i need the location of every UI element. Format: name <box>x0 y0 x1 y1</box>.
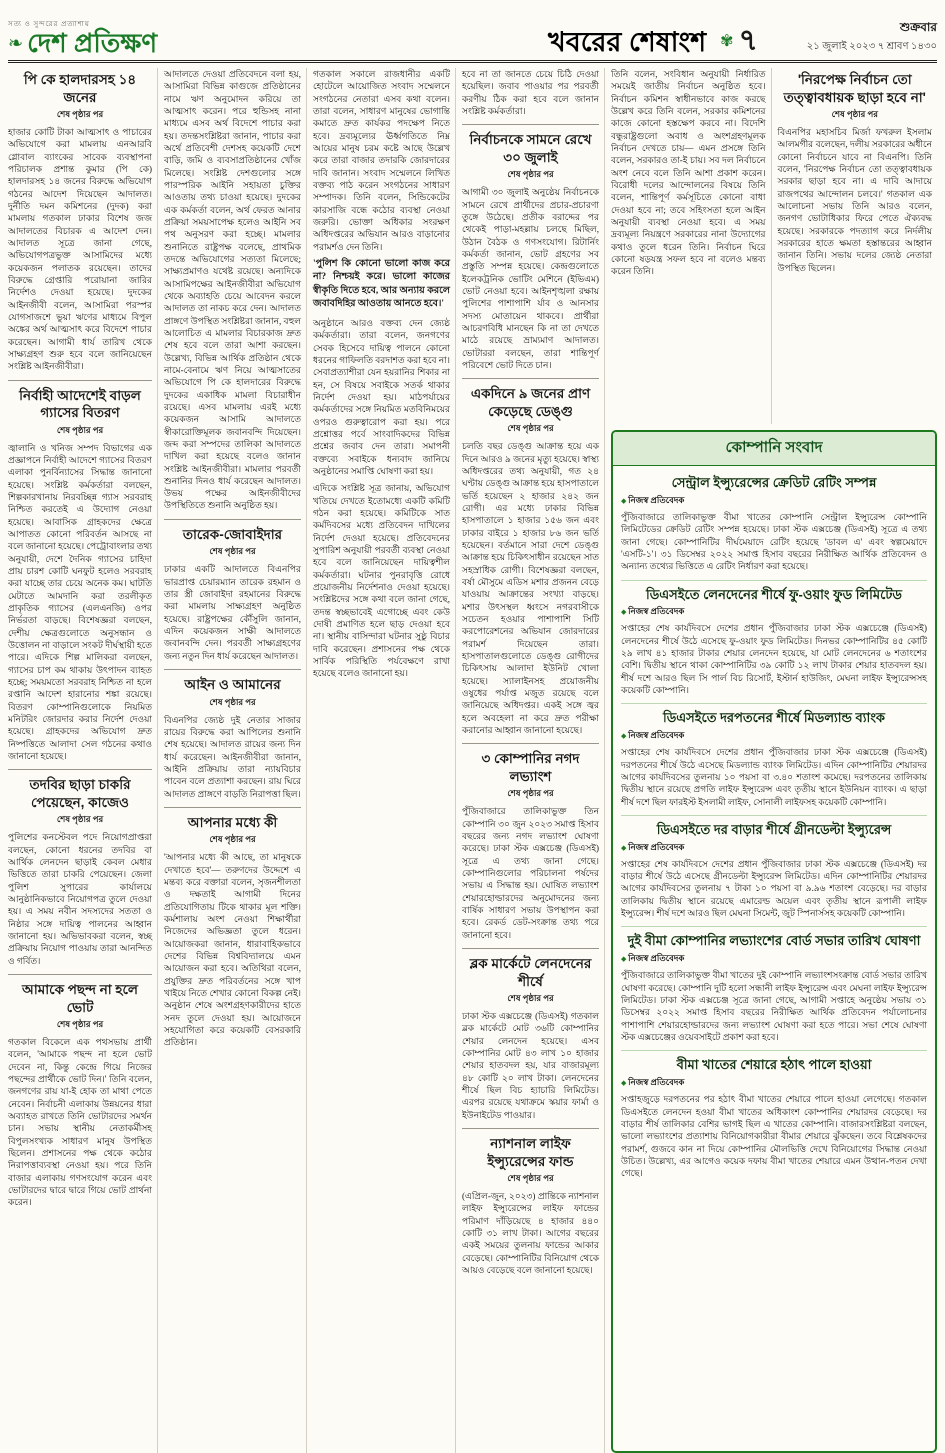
article-headline: একদিনে ৯ জনের প্রাণ কেড়েছে ডেঙ্গু <box>462 378 599 421</box>
day-label: শুক্রবার <box>899 20 937 34</box>
article-headline: ব্লক মার্কেটে লেনদেনের শীর্ষে <box>462 948 599 991</box>
article-headline: তারেক-জোবাইদার <box>164 519 301 545</box>
article-body: সপ্তাহের শেষ কার্যদিবসে দেশের প্রধান পুঁজিবাজার ঢাকা স্টক এক্সচেঞ্জে (ডিএসই) দর বাড়ার শীর্ষে উঠে এসেছে গ্রীনডেল্টা ইন্স্যুরেন্স লিমিটেড। এদিন কোম্পানিটির শেয়ারদর আগের কার্যদিবসের তুলনায় ৭ টাকা ১০ পয়সা বা ৯.৯৬ শতাংশ বেড়েছে। দর বাড়ার তালিকায় দ্বিতীয় স্থানে রয়েছে এমারেল্ড অয়েল এবং তৃতীয় স্থানে রূপালী লাইফ ইন্স্যুরেন্স। শীর্ষ দশে আরও ছিল মেঘনা সিমেন্ট, জুট স্পিনার্সসহ কয়েকটি কোম্পানি। <box>621 858 927 919</box>
article-headline: নির্বাচনকে সামনে রেখে ৩০ জুলাই <box>462 124 599 167</box>
ornament-icon: ✾ <box>720 33 734 50</box>
company-news-box <box>611 430 937 1453</box>
article-headline: তদবির ছাড়া চাকরি পেয়েছেন, কাজেও <box>8 769 152 812</box>
masthead-logo-icon: ❧ <box>8 33 24 53</box>
page-body <box>8 68 937 1453</box>
article-body: সপ্তাহজুড়ে দরপতনের পর হঠাৎ বীমা খাতের শেয়ারে পালে হাওয়া লেগেছে। গতকাল ডিএসইতে লেনদেন হওয়া বীমা খাতের অধিকাংশ কোম্পানির শেয়ারদর বেড়েছে। দর বাড়ার শীর্ষ তালিকার বেশির ভাগই ছিল এ খাতের কোম্পানি। বাজারসংশ্লিষ্টরা বলছেন, ভালো লভ্যাংশের প্রত্যাশায় বিনিয়োগকারীরা বীমার শেয়ারে ঝুঁকছেন। তবে বিশ্লেষকদের পরামর্শ, গুজবে কান না দিয়ে কোম্পানির মৌলভিত্তি দেখে বিনিয়োগের সিদ্ধান্ত নেওয়া উচিত। উল্লেখ্য, এর আগেও কয়েক দফায় বীমা খাতের শেয়ারে এমন উত্থান-পতন দেখা গেছে। <box>621 1094 927 1179</box>
continuation-note: শেষ পৃষ্ঠার পর <box>209 834 256 845</box>
reporter-byline: ◆ নিজস্ব প্রতিবেদক <box>621 605 927 619</box>
article-headline: ৩ কোম্পানির নগদ লভ্যাংশ <box>462 743 599 786</box>
right-section <box>604 68 937 1453</box>
article-body: হাজার কোটি টাকা আত্মসাৎ ও পাচারের অভিযোগে করা মামলায় এনআরবি গ্লোবাল ব্যাংকের সাবেক ব্যবস্থাপনা পরিচালক প্রশান্ত কুমার (পি কে) হালদারসহ ১৪ জনের বিরুদ্ধে অভিযোগ গঠনের আদেশ দিয়েছেন আদালত। দুর্নীতি দমন কমিশনের (দুদক) করা মামলায় গতকাল ঢাকার বিশেষ জজ আদালতের বিচারক এ আদেশ দেন। আদালত সূত্রে জানা গেছে, অভিযোগপত্রভুক্ত আসামিদের মধ্যে কয়েকজন পলাতক রয়েছেন। তাদের বিরুদ্ধে গ্রেপ্তারি পরোয়ানা জারির নির্দেশও দেওয়া হয়েছে। দুদকের আইনজীবী বলেন, আসামিরা পরস্পর যোগসাজশে ভুয়া ঋণের মাধ্যমে বিপুল অঙ্কের অর্থ আত্মসাৎ করে বিদেশে পাচার করেছেন। আগামী ধার্য তারিখ থেকে সাক্ষ্যগ্রহণ শুরু হবে বলে জানিয়েছেন সংশ্লিষ্ট আইনজীবীরা। <box>8 127 152 372</box>
continuation-note: শেষ পৃষ্ঠার পর <box>507 423 554 434</box>
news-column-2 <box>157 68 306 1453</box>
box-article-headline: বীমা খাতের শেয়ারে হঠাৎ পালে হাওয়া <box>621 1050 927 1075</box>
article-body: গতকাল বিকেলে এক পথসভায় প্রার্থী বলেন, 'আমাকে পছন্দ না হলে ভোট দেবেন না, কিন্তু কেন্দ্রে গিয়ে নিজের পছন্দের প্রার্থীকে ভোট দিন।' তিনি বলেন, জনগণের রায় যা-ই হোক তা মাথা পেতে নেবেন। নির্বাচনী এলাকায় উন্নয়নের ধারা অব্যাহত রাখতে তিনি ভোটারদের সমর্থন চান। সভায় স্থানীয় নেতাকর্মীসহ বিপুলসংখ্যক সাধারণ মানুষ উপস্থিত ছিলেন। প্রশাসনের পক্ষ থেকে কঠোর নিরাপত্তাব্যবস্থা নেওয়া হয়। পরে তিনি বাজার এলাকায় গণসংযোগ করেন এবং ভোটারদের দ্বারে দ্বারে গিয়ে ভোট প্রার্থনা করেন। <box>8 1037 152 1208</box>
article-body: আগামী ৩০ জুলাই অনুষ্ঠেয় নির্বাচনকে সামনে রেখে প্রার্থীদের প্রচার-প্রচারণা তুঙ্গে উঠেছে। প্রতীক বরাদ্দের পর থেকেই পাড়া-মহল্লায় চলছে মিছিল, উঠান বৈঠক ও গণসংযোগ। রিটার্নিং কর্মকর্তা জানান, ভোট গ্রহণের সব প্রস্তুতি সম্পন্ন হয়েছে। কেন্দ্রগুলোতে ইলেকট্রনিক ভোটিং মেশিনে (ইভিএম) ভোট নেওয়া হবে। আইনশৃঙ্খলা রক্ষায় পুলিশের পাশাপাশি র্যাব ও আনসার সদস্য মোতায়েন থাকবে। প্রার্থীরা আচরণবিধি মানছেন কি না তা দেখতে মাঠে রয়েছে ভ্রাম্যমাণ আদালত। ভোটাররা বলছেন, তারা শান্তিপূর্ণ পরিবেশে ভোট দিতে চান। <box>462 187 599 370</box>
news-column-3 <box>306 68 455 1453</box>
continuation-note: শেষ পৃষ্ঠার পর <box>209 546 256 557</box>
masthead-tagline: সত্য ও সুন্দরের প্রত্যাশায় <box>8 20 90 28</box>
news-column-6 <box>771 68 938 424</box>
continuation-note: শেষ পৃষ্ঠার পর <box>507 1173 554 1184</box>
date-block <box>772 19 937 56</box>
box-article-headline: দুই বীমা কোম্পানির লভ্যাংশের বোর্ড সভার তারিখ ঘোষণা <box>621 926 927 951</box>
news-column-4 <box>455 68 604 1453</box>
article-body: হবে না তা জানতে চেয়ে চিঠি দেওয়া হয়েছিল। জবাব পাওয়ার পর পরবর্তী করণীয় ঠিক করা হবে বলে জানান সংশ্লিষ্ট কর্মকর্তারা। <box>462 69 599 116</box>
news-column-5 <box>611 68 771 424</box>
article-body: গতকাল সকালে রাজধানীর একটি হোটেলে আয়োজিত সংবাদ সম্মেলনে সংগঠনের নেতারা এসব কথা বলেন। তারা বলেন, সাধারণ মানুষের ভোগান্তি কমাতে দ্রুত কার্যকর পদক্ষেপ নিতে হবে। দ্রব্যমূল্যের ঊর্ধ্বগতিতে নিম্ন আয়ের মানুষ চরম কষ্টে আছে উল্লেখ করে তারা বাজার তদারকি জোরদারের দাবি জানান। সংবাদ সম্মেলনে লিখিত বক্তব্য পাঠ করেন সংগঠনের সাধারণ সম্পাদক। তিনি বলেন, সিন্ডিকেটের কারসাজি বন্ধে কঠোর ব্যবস্থা নেওয়া জরুরি। ভোক্তা অধিকার সংরক্ষণ অধিদপ্তরের অভিযান আরও বাড়ানোর পরামর্শও দেন তিনি। <box>313 69 450 252</box>
continuation-note: শেষ পৃষ্ঠার পর <box>56 814 104 825</box>
section-title: খবরের শেষাংশ <box>548 27 707 57</box>
article-body: এদিকে সংশ্লিষ্ট সূত্র জানায়, অভিযোগ খতিয়ে দেখতে ইতোমধ্যে একটি কমিটি গঠন করা হয়েছে। কমিটিকে সাত কর্মদিবসের মধ্যে প্রতিবেদন দাখিলের নির্দেশ দেওয়া হয়েছে। প্রতিবেদনের সুপারিশ অনুযায়ী পরবর্তী ব্যবস্থা নেওয়া হবে বলে জানিয়েছেন দায়িত্বশীল কর্মকর্তারা। ঘটনার পুনরাবৃত্তি রোধে প্রয়োজনীয় নির্দেশনাও দেওয়া হয়েছে। সংশ্লিষ্টদের সঙ্গে কথা বলে জানা গেছে, তদন্ত স্বচ্ছভাবেই এগোচ্ছে এবং কেউ দোষী প্রমাণিত হলে ছাড় দেওয়া হবে না। স্থানীয় বাসিন্দারা ঘটনার সুষ্ঠু বিচার দাবি করেছেন। প্রশাসনের পক্ষ থেকে সার্বিক পরিস্থিতি পর্যবেক্ষণে রাখা হয়েছে বলেও জানানো হয়। <box>313 483 450 679</box>
continuation-note: শেষ পৃষ্ঠার পর <box>56 109 104 120</box>
news-column-1 <box>8 68 157 1453</box>
continuation-note: শেষ পৃষ্ঠার পর <box>507 169 554 180</box>
article-headline: পি কে হালদারসহ ১৪ জনের <box>23 72 137 105</box>
article-body: অনুষ্ঠানে আরও বক্তব্য দেন জ্যেষ্ঠ কর্মকর্তারা। তারা বলেন, জনগণের সেবক হিসেবে দায়িত্ব পালনে কোনো ধরনের গাফিলতি বরদাশত করা হবে না। সেবাপ্রত্যাশীরা যেন হয়রানির শিকার না হন, সে বিষয়ে সবাইকে সতর্ক থাকার নির্দেশ দেওয়া হয়। মাঠপর্যায়ের কর্মকর্তাদের সঙ্গে নিয়মিত মতবিনিময়ের ওপরও গুরুত্বারোপ করা হয়। পরে প্রশ্নোত্তর পর্বে সাংবাদিকদের বিভিন্ন প্রশ্নের জবাব দেন তারা। সমাপনী বক্তব্যে সবাইকে ধন্যবাদ জানিয়ে অনুষ্ঠানের সমাপ্তি ঘোষণা করা হয়। <box>313 318 450 477</box>
article-body: 'আপনার মধ্যে কী আছে, তা মানুষকে দেখাতে হবে'— তরুণদের উদ্দেশে এ মন্তব্য করে বক্তারা বলেন, সৃজনশীলতা ও দক্ষতাই আগামী দিনের প্রতিযোগিতায় টিকে থাকার মূল শক্তি। কর্মশালায় অংশ নেওয়া শিক্ষার্থীরা নিজেদের অভিজ্ঞতা তুলে ধরেন। আয়োজকরা জানান, ধারাবাহিকভাবে দেশের বিভিন্ন বিশ্ববিদ্যালয়ে এমন আয়োজন করা হবে। অতিথিরা বলেন, প্রযুক্তির দ্রুত পরিবর্তনের সঙ্গে খাপ খাইয়ে নিতে শেখার কোনো বিকল্প নেই। অনুষ্ঠান শেষে অংশগ্রহণকারীদের হাতে সনদ তুলে দেওয়া হয়। আয়োজনে সহযোগিতা করে কয়েকটি বেসরকারি প্রতিষ্ঠান। <box>164 852 301 1048</box>
page-header <box>8 4 937 63</box>
article-body: আদালতে দেওয়া প্রতিবেদনে বলা হয়, আসামিরা বিভিন্ন কাগুজে প্রতিষ্ঠানের নামে ঋণ অনুমোদন করিয়ে তা আত্মসাৎ করেন। পরে হুন্ডিসহ নানা মাধ্যমে এসব অর্থ বিদেশে পাচার করা হয়। তদন্তসংশ্লিষ্টরা জানান, পাচার করা অর্থে প্রতিবেশী দেশসহ কয়েকটি দেশে বাড়ি, জমি ও ব্যবসাপ্রতিষ্ঠানের খোঁজ মিলেছে। সংশ্লিষ্ট দেশগুলোর সঙ্গে পারস্পরিক আইনি সহায়তা চুক্তির আওতায় তথ্য চাওয়া হয়েছে। দুদকের এক কর্মকর্তা বলেন, অর্থ ফেরত আনার প্রক্রিয়া সময়সাপেক্ষ হলেও আইনি সব পথ অনুসরণ করা হচ্ছে। মামলার শুনানিতে রাষ্ট্রপক্ষ বলেছে, প্রাথমিক তদন্তে অভিযোগের সত্যতা মিলেছে; সাক্ষ্যপ্রমাণও যথেষ্ট রয়েছে। অন্যদিকে আসামিপক্ষের আইনজীবীরা অভিযোগ থেকে অব্যাহতি চেয়ে আবেদন করলে আদালত তা নাকচ করে দেন। আদালত প্রাঙ্গণে উপস্থিত সংশ্লিষ্টরা জানান, বহুল আলোচিত এ মামলার বিচারকাজ দ্রুত শেষ হবে বলে তারা আশা করছেন। উল্লেখ্য, বিভিন্ন আর্থিক প্রতিষ্ঠান থেকে নামে-বেনামে ঋণ নিয়ে আত্মসাতের অভিযোগে পি কে হালদারের বিরুদ্ধে দুদকের একাধিক মামলা বিচারাধীন রয়েছে। এসব মামলায় এরই মধ্যে কয়েকজন আসামি আদালতে স্বীকারোক্তিমূলক জবানবন্দি দিয়েছেন। জব্দ করা সম্পদের তালিকা আদালতে দাখিল করা হয়েছে বলেও জানান সংশ্লিষ্ট আইনজীবীরা। মামলার পরবর্তী শুনানির দিনও ধার্য করেছেন আদালত। উভয় পক্ষের আইনজীবীদের উপস্থিতিতে শুনানি অনুষ্ঠিত হয়। <box>164 69 301 511</box>
continuation-note: শেষ পৃষ্ঠার পর <box>507 788 554 799</box>
article-body: পুঁজিবাজারে তালিকাভুক্ত তিন কোম্পানি ৩০ জুন ২০২৩ সমাপ্ত হিসাব বছরের জন্য নগদ লভ্যাংশ ঘোষণা করেছে। ঢাকা স্টক এক্সচেঞ্জ (ডিএসই) সূত্রে এ তথ্য জানা গেছে। কোম্পানিগুলোর পরিচালনা পর্ষদের সভায় এ সিদ্ধান্ত হয়। ঘোষিত লভ্যাংশ শেয়ারহোল্ডারদের অনুমোদনের জন্য বার্ষিক সাধারণ সভায় উপস্থাপন করা হবে। রেকর্ড ডেট-সংক্রান্ত তথ্য পরে জানানো হবে। <box>462 806 599 940</box>
article-headline: আমাকে পছন্দ না হলে ভোট <box>8 974 152 1017</box>
article-headline: 'নিরপেক্ষ নির্বাচন তো তত্ত্বাবধায়ক ছাড়া হবে না' <box>783 72 926 105</box>
company-news-articles <box>621 472 927 1180</box>
date-line: ২১ জুলাই ২০২৩ ৭ শ্রাবণ ১৪৩০ <box>806 41 937 52</box>
article-body: বিএনপির জ্যেষ্ঠ দুই নেতার সাজার রায়ের বিরুদ্ধে করা আপিলের শুনানি শেষ হয়েছে। আদালত রায়ের জন্য দিন ধার্য করেছেন। আইনজীবীরা জানান, আইনি প্রক্রিয়ায় তারা ন্যায়বিচার পাবেন বলে প্রত্যাশা করছেন। রায় ঘিরে আদালত প্রাঙ্গণে বাড়তি নিরাপত্তা ছিল। <box>164 714 301 799</box>
article-body: জ্বালানি ও খনিজ সম্পদ বিভাগের এক প্রজ্ঞাপনে নির্বাহী আদেশে গ্যাসের বিতরণ এলাকা পুনর্বিন্যাসের সিদ্ধান্ত জানানো হয়েছে। সংশ্লিষ্ট কর্মকর্তারা বলছেন, শিল্পকারখানায় নিরবচ্ছিন্ন গ্যাস সরবরাহ নিশ্চিত করতেই এ উদ্যোগ নেওয়া হয়েছে। আবাসিক গ্রাহকদের ক্ষেত্রে আপাতত কোনো পরিবর্তন আসছে না বলে জানানো হয়েছে। পেট্রোবাংলার তথ্য অনুযায়ী, দেশে দৈনিক গ্যাসের চাহিদা প্রায় চারশ কোটি ঘনফুট হলেও সরবরাহ করা যাচ্ছে তার চেয়ে অনেক কম। ঘাটতি মেটাতে আমদানি করা তরলীকৃত প্রাকৃতিক গ্যাসের (এলএনজি) ওপর নির্ভরতা বাড়ছে। বিশেষজ্ঞরা বলছেন, দেশীয় ক্ষেত্রগুলোতে অনুসন্ধান ও উত্তোলন না বাড়ালে সংকট দীর্ঘস্থায়ী হতে পারে। এদিকে শিল্প মালিকরা বলছেন, গ্যাসের চাপ কম থাকায় উৎপাদন ব্যাহত হচ্ছে; সময়মতো সরবরাহ নিশ্চিত না হলে রপ্তানি আদেশ হারানোর শঙ্কা রয়েছে। বিতরণ কোম্পানিগুলোকে নিয়মিত মনিটরিং জোরদার করার নির্দেশ দেওয়া হয়েছে। গ্রাহকদের অভিযোগ দ্রুত নিষ্পত্তিতে আলাদা সেল গঠনের কথাও জানানো হয়েছে। <box>8 442 152 761</box>
company-news-box-title: কোম্পানি সংবাদ <box>613 432 935 466</box>
article-headline: আপনার মধ্যে কী <box>164 807 301 833</box>
article-body: সপ্তাহের শেষ কার্যদিবসে দেশের প্রধান পুঁজিবাজার ঢাকা স্টক এক্সচেঞ্জে (ডিএসই) লেনদেনের শীর্ষে উঠে এসেছে ফু-ওয়াং ফুড লিমিটেড। দিনভর কোম্পানিটির ৪৫ কোটি ২৯ লাখ ৪১ হাজার টাকার শেয়ার লেনদেন হয়েছে, যা মোট লেনদেনের ৬ শতাংশের বেশি। দ্বিতীয় স্থানে থাকা কোম্পানিটির ৩৯ কোটি ১২ লাখ টাকার শেয়ার হাতবদল হয়। শীর্ষ দশে আরও ছিল সি পার্ল বিচ রিসোর্ট, ইস্টার্ন হাউজিং, মেঘনা লাইফ ইন্স্যুরেন্সসহ কয়েকটি কোম্পানি। <box>621 623 927 696</box>
article-headline: নির্বাহী আদেশেই বাড়ল গ্যাসের বিতরণ <box>8 380 152 423</box>
article-body: পুলিশের কনস্টেবল পদে নিয়োগপ্রাপ্তরা বলছেন, কোনো ধরনের তদবির বা আর্থিক লেনদেন ছাড়াই কেবল মেধার ভিত্তিতে তারা চাকরি পেয়েছেন। জেলা পুলিশ সুপারের কার্যালয়ে আনুষ্ঠানিকভাবে নিয়োগপত্র তুলে দেওয়া হয়। এ সময় নবীন সদস্যদের সততা ও নিষ্ঠার সঙ্গে দায়িত্ব পালনের আহ্বান জানানো হয়। অভিভাবকরা বলেন, স্বচ্ছ প্রক্রিয়ায় নিয়োগ পাওয়ায় তারা আনন্দিত ও গর্বিত। <box>8 832 152 966</box>
continuation-note: শেষ পৃষ্ঠার পর <box>831 109 878 120</box>
continuation-note: শেষ পৃষ্ঠার পর <box>209 696 256 707</box>
box-article-headline: ডিএসইতে দর বাড়ার শীর্ষে গ্রীনডেল্টা ইন্স্যুরেন্স <box>621 815 927 840</box>
reporter-byline: ◆ নিজস্ব প্রতিবেদক <box>621 1076 927 1090</box>
continuation-note: শেষ পৃষ্ঠার পর <box>56 424 104 435</box>
article-body: (এপ্রিল-জুন, ২০২৩) প্রান্তিকে ন্যাশনাল লাইফ ইন্স্যুরেন্সের লাইফ ফান্ডের পরিমাণ দাঁড়িয়েছে ৪ হাজার ৪৪০ কোটি ৩১ লাখ টাকা। আগের বছরের একই সময়ের তুলনায় ফান্ডের আকার বেড়েছে। কোম্পানিটির বিনিয়োগ থেকে আয়ও বেড়েছে বলে জানানো হয়েছে। <box>462 1191 599 1276</box>
article-body: তিনি বলেন, সংবিধান অনুযায়ী নির্ধারিত সময়েই জাতীয় নির্বাচন অনুষ্ঠিত হবে। নির্বাচন কমিশন স্বাধীনভাবে কাজ করছে উল্লেখ করে তিনি বলেন, সরকার কমিশনের কাজে কোনো হস্তক্ষেপ করবে না। বিদেশি বন্ধুরাষ্ট্রগুলো অবাধ ও অংশগ্রহণমূলক নির্বাচন দেখতে চায়— এমন প্রসঙ্গে তিনি বলেন, সরকারও তা-ই চায়। সব দল নির্বাচনে অংশ নেবে বলে তিনি আশা প্রকাশ করেন। বিরোধী দলের আন্দোলনের বিষয়ে তিনি বলেন, শান্তিপূর্ণ কর্মসূচিতে কোনো বাধা দেওয়া হবে না; তবে সহিংসতা হলে আইন অনুযায়ী ব্যবস্থা নেওয়া হবে। এ সময় দ্রব্যমূল্য নিয়ন্ত্রণে সরকারের নানা উদ্যোগের কথাও তুলে ধরেন তিনি। নির্বাচন ঘিরে কোনো ষড়যন্ত্র সফল হবে না বলেও মন্তব্য করেন তিনি। <box>611 69 766 277</box>
continuation-note: শেষ পৃষ্ঠার পর <box>56 1019 104 1030</box>
continuation-note: শেষ পৃষ্ঠার পর <box>507 993 554 1004</box>
box-article-headline: সেন্ট্রাল ইন্স্যুরেন্সের ক্রেডিট রেটিং সম্পন্ন <box>671 475 877 490</box>
reporter-byline: ◆ নিজস্ব প্রতিবেদক <box>621 729 927 743</box>
reporter-byline: ◆ নিজস্ব প্রতিবেদক <box>621 494 927 508</box>
page-number: ৭ <box>738 24 758 57</box>
article-body: পুঁজিবাজারে তালিকাভুক্ত বীমা খাতের দুই কোম্পানি লভ্যাংশসংক্রান্ত বোর্ড সভার তারিখ ঘোষণা করেছে। কোম্পানি দুটি হলো সন্ধানী লাইফ ইন্স্যুরেন্স এবং মেঘনা লাইফ ইন্স্যুরেন্স লিমিটেড। ঢাকা স্টক এক্সচেঞ্জ সূত্রে জানা গেছে, আগামী সপ্তাহে অনুষ্ঠেয় সভায় ৩১ ডিসেম্বর ২০২২ সমাপ্ত হিসাব বছরের নিরীক্ষিত আর্থিক প্রতিবেদন পর্যালোচনার পাশাপাশি শেয়ারহোল্ডারদের জন্য লভ্যাংশ ঘোষণা করা হতে পারে। সভা শেষে ঘোষণা স্টক এক্সচেঞ্জের ওয়েবসাইটে প্রকাশ করা হবে। <box>621 970 927 1042</box>
right-top-articles <box>611 68 937 424</box>
box-article-headline: ডিএসইতে লেনদেনের শীর্ষে ফু-ওয়াং ফুড লিমিটেড <box>621 580 927 605</box>
reporter-byline: ◆ নিজস্ব প্রতিবেদক <box>621 841 927 855</box>
article-headline: আইন ও আমানের <box>164 669 301 695</box>
article-body: বিএনপির মহাসচিব মির্জা ফখরুল ইসলাম আলমগীর বলেছেন, দলীয় সরকারের অধীনে কোনো নির্বাচনে যাবে না বিএনপি। তিনি বলেন, 'নিরপেক্ষ নির্বাচন তো তত্ত্বাবধায়ক সরকার ছাড়া হবে না। এ দাবি আদায়ে রাজপথের আন্দোলন চলবে।' গতকাল এক আলোচনা সভায় তিনি আরও বলেন, জনগণ ভোটাধিকার ফিরে পেতে ঐক্যবদ্ধ হয়েছে। সরকারকে পদত্যাগ করে নির্দলীয় সরকারের হাতে ক্ষমতা হস্তান্তরের আহ্বান জানান তিনি। সভায় দলের জ্যেষ্ঠ নেতারা উপস্থিত ছিলেন। <box>777 127 932 273</box>
article-body: ঢাকা স্টক এক্সচেঞ্জে (ডিএসই) গতকাল ব্লক মার্কেটে মোট ৩৬টি কোম্পানির শেয়ার লেনদেন হয়েছে। এসব কোম্পানির মোট ৪৩ লাখ ১০ হাজার শেয়ার হাতবদল হয়, যার বাজারমূল্য ৪৮ কোটি ২০ লাখ টাকা। লেনদেনের শীর্ষে ছিল বিচ হ্যাচারি লিমিটেড। এরপর রয়েছে যথাক্রমে স্কয়ার ফার্মা ও ইউনাইটেড পাওয়ার। <box>462 1011 599 1120</box>
box-article-headline: ডিএসইতে দরপতনের শীর্ষে মিডল্যান্ড ব্যাংক <box>621 703 927 728</box>
article-body: চলতি বছর ডেঙ্গু আক্রান্ত হয়ে এক দিনে আরও ৯ জনের মৃত্যু হয়েছে। স্বাস্থ্য অধিদপ্তরের তথ্য অনুযায়ী, গত ২৪ ঘণ্টায় ডেঙ্গু আক্রান্ত হয়ে হাসপাতালে ভর্তি হয়েছেন ২ হাজার ২৪২ জন রোগী। এর মধ্যে ঢাকার বিভিন্ন হাসপাতালে ১ হাজার ১৫৬ জন এবং ঢাকার বাইরে ১ হাজার ৮৬ জন ভর্তি হয়েছেন। বর্তমানে সারা দেশে ডেঙ্গু আক্রান্ত হয়ে চিকিৎসাধীন রয়েছেন সাত সহস্রাধিক রোগী। বিশেষজ্ঞরা বলছেন, বর্ষা মৌসুমে এডিস মশার প্রজনন বেড়ে যাওয়ায় আক্রান্তের সংখ্যা বাড়ছে। মশার উৎসস্থল ধ্বংসে নগরবাসীকে সচেতন হওয়ার পাশাপাশি সিটি করপোরেশনের অভিযান জোরদারের পরামর্শ দিয়েছেন তারা। হাসপাতালগুলোতে ডেঙ্গু রোগীদের চিকিৎসায় আলাদা ইউনিট খোলা হয়েছে। স্যালাইনসহ প্রয়োজনীয় ওষুধের পর্যাপ্ত মজুত রয়েছে বলে জানিয়েছে অধিদপ্তর। একই সঙ্গে জ্বর হলে অবহেলা না করে দ্রুত পরীক্ষা করানোর আহ্বান জানানো হয়েছে। <box>462 441 599 735</box>
masthead-title: দেশ প্রতিক্ষণ <box>27 28 158 58</box>
masthead <box>8 18 223 56</box>
article-body: ঢাকার একটি আদালতে বিএনপির ভারপ্রাপ্ত চেয়ারম্যান তারেক রহমান ও তার স্ত্রী জোবাইদা রহমানের বিরুদ্ধে করা মামলায় সাক্ষ্যগ্রহণ অনুষ্ঠিত হয়েছে। রাষ্ট্রপক্ষের কৌঁসুলি জানান, এদিন কয়েকজন সাক্ষী আদালতে জবানবন্দি দেন। পরবর্তী সাক্ষ্যগ্রহণের জন্য নতুন দিন ধার্য করেছেন আদালত। <box>164 564 301 661</box>
article-body: সপ্তাহের শেষ কার্যদিবসে দেশের প্রধান পুঁজিবাজার ঢাকা স্টক এক্সচেঞ্জে (ডিএসই) দরপতনের শীর্ষে উঠে এসেছে মিডল্যান্ড ব্যাংক লিমিটেড। এদিন কোম্পানিটির শেয়ারদর আগের কার্যদিবসের তুলনায় ১০ পয়সা বা ৩.৪০ শতাংশ কমেছে। দরপতনের তালিকায় দ্বিতীয় স্থানে রয়েছে প্রগতি লাইফ ইন্স্যুরেন্স এবং তৃতীয় স্থানে ইউনিয়ন ব্যাংক। এ ছাড়া শীর্ষ দশে ছিল ফারইস্ট ইসলামী লাইফ, সোনালী লাইফসহ কয়েকটি কোম্পানি। <box>621 747 927 807</box>
quote-paragraph: 'পুলিশ কি কোনো ভালো কাজ করে না? নিশ্চয়ই করে। ভালো কাজের স্বীকৃতি দিতে হবে, আর অন্যায় করলে জবাবদিহির আওতায় আনতে হবে।' <box>313 258 450 309</box>
page-number-block <box>716 26 762 56</box>
article-body: পুঁজিবাজারে তালিকাভুক্ত বীমা খাতের কোম্পানি সেন্ট্রাল ইন্স্যুরেন্স কোম্পানি লিমিটেডের ক্রেডিট রেটিং সম্পন্ন হয়েছে। ঢাকা স্টক এক্সচেঞ্জ (ডিএসই) সূত্রে এ তথ্য জানা গেছে। কোম্পানিটির দীর্ঘমেয়াদে রেটিং হয়েছে 'ডাবল এ' এবং স্বল্পমেয়াদে 'এসটি-১'। ৩১ ডিসেম্বর ২০২২ সমাপ্ত হিসাব বছরের নিরীক্ষিত আর্থিক প্রতিবেদন ও অন্যান্য তথ্যের ভিত্তিতে এ রেটিং নির্ধারণ করা হয়েছে। <box>621 511 927 572</box>
reporter-byline: ◆ নিজস্ব প্রতিবেদক <box>621 952 927 966</box>
article-headline: ন্যাশনাল লাইফ ইন্স্যুরেন্সের ফান্ড <box>462 1128 599 1171</box>
